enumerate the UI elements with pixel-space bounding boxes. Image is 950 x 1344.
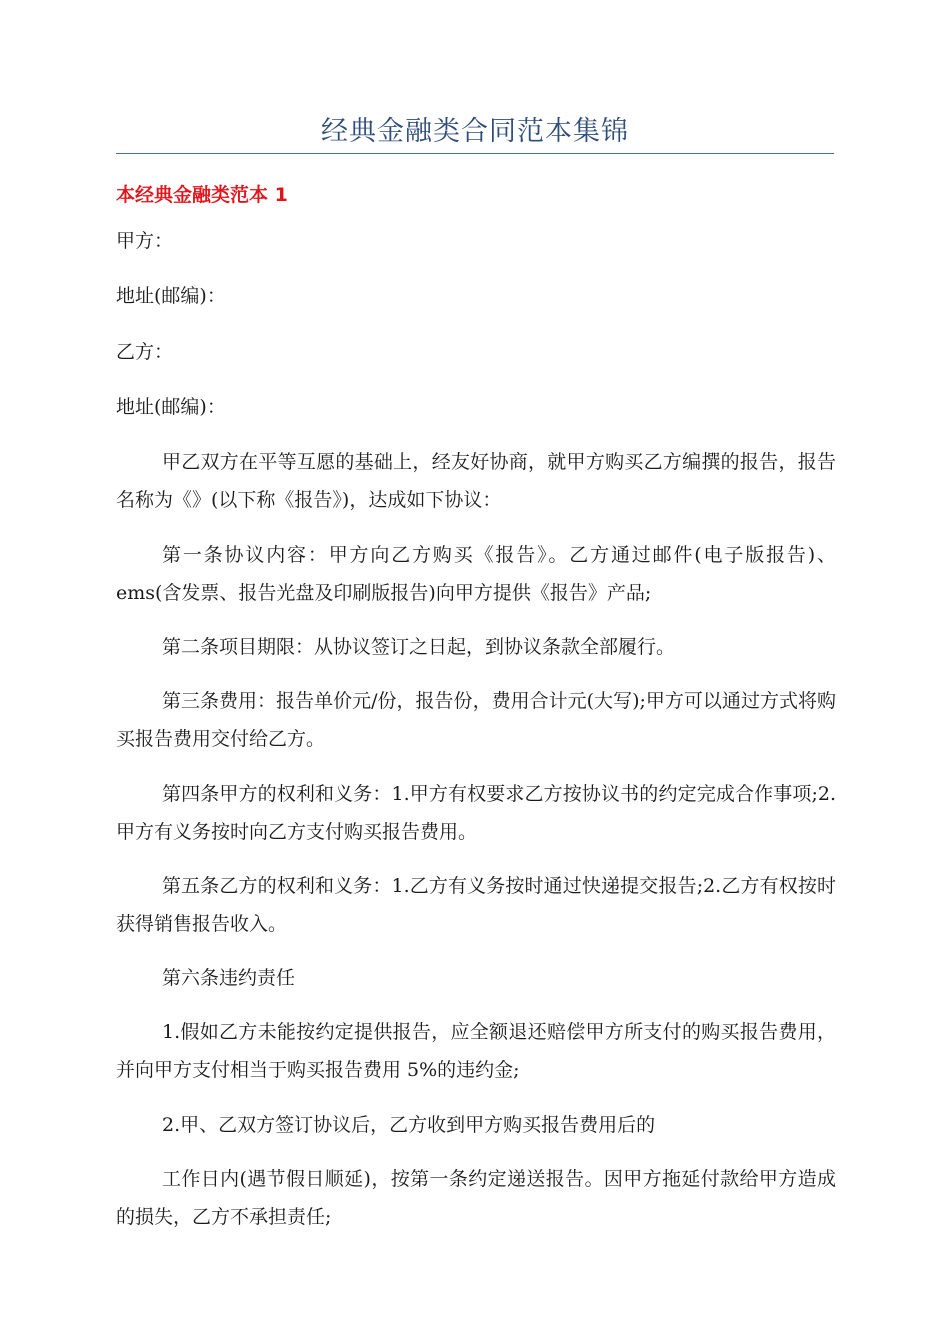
- section-heading: 本经典金融类范本 1: [116, 184, 288, 206]
- article-3-paragraph: 第三条费用：报告单价元/份，报告份，费用合计元(大写);甲方可以通过方式将购买报告费用交付给乙方。: [116, 690, 836, 750]
- article-1-paragraph: 第一条协议内容：甲方向乙方购买《报告》。乙方通过邮件(电子版报告)、ems(含发票、报告光盘及印刷版报告)向甲方提供《报告》产品;: [116, 544, 836, 604]
- article-6-heading: 第六条违约责任: [162, 967, 296, 989]
- article-5-paragraph: 第五条乙方的权利和义务：1.乙方有义务按时通过快递提交报告;2.乙方有权按时获得销售报告收入。: [116, 875, 836, 935]
- article-2-paragraph: 第二条项目期限：从协议签订之日起，到协议条款全部履行。: [162, 636, 676, 658]
- article-6-clause-2-continued: 工作日内(遇节假日顺延)，按第一条约定递送报告。因甲方拖延付款给甲方造成的损失，乙方不承担责任;: [116, 1168, 836, 1228]
- article-6-clause-1: 1.假如乙方未能按约定提供报告，应全额退还赔偿甲方所支付的购买报告费用，并向甲方支付相当于购买报告费用 5%的违约金;: [116, 1021, 836, 1081]
- title-underline: [116, 153, 834, 154]
- party-b-field: 乙方：: [116, 341, 174, 363]
- party-a-field: 甲方：: [116, 230, 174, 252]
- party-b-address-field: 地址(邮编)：: [116, 396, 226, 418]
- document-title: 经典金融类合同范本集锦: [321, 116, 629, 147]
- party-a-address-field: 地址(邮编)：: [116, 285, 226, 307]
- article-6-clause-2: 2.甲、乙双方签订协议后，乙方收到甲方购买报告费用后的: [162, 1114, 656, 1136]
- preamble-paragraph: 甲乙双方在平等互愿的基础上，经友好协商，就甲方购买乙方编撰的报告，报告名称为《》(以下称《报告》)，达成如下协议：: [116, 451, 836, 511]
- article-4-paragraph: 第四条甲方的权利和义务：1.甲方有权要求乙方按协议书的约定完成合作事项;2.甲方有义务按时向乙方支付购买报告费用。: [116, 783, 836, 843]
